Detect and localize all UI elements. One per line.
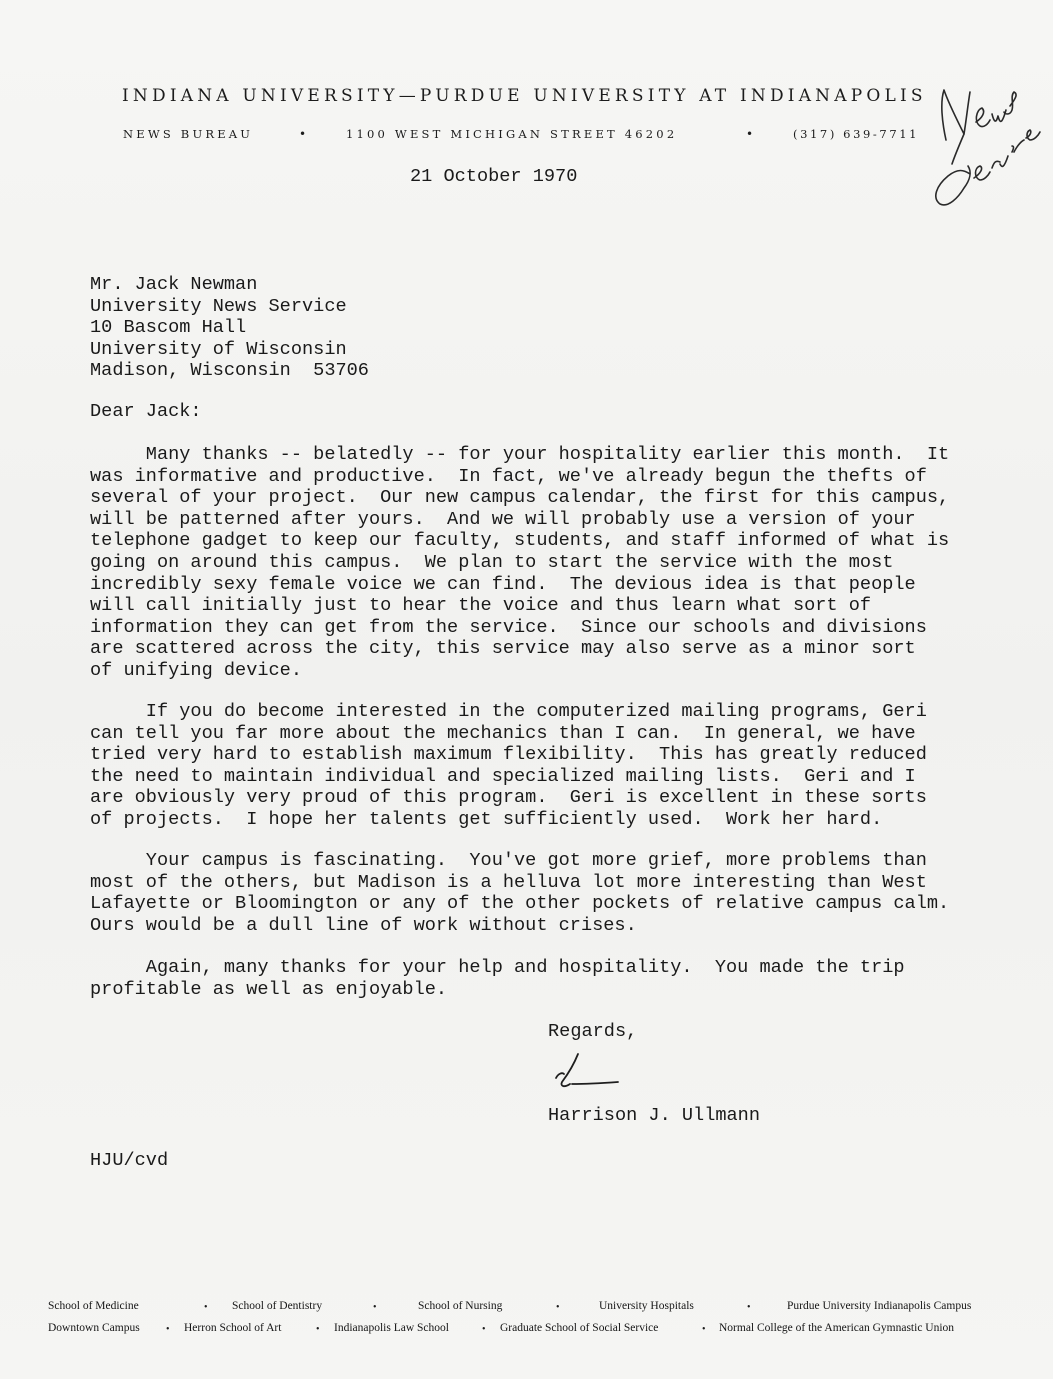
letterhead-address: 1100 WEST MICHIGAN STREET 46202 [346, 127, 678, 141]
signer-name: Harrison J. Ullmann [548, 1105, 761, 1126]
body-line: are obviously very proud of this program. Geri is excellent in these sorts [90, 787, 927, 809]
body-line: can tell you far more about the mechanics than I can. In general, we have [90, 722, 916, 744]
handwritten-signature [548, 1050, 628, 1096]
footer-school: Herron School of Art [184, 1322, 282, 1334]
recipient-line: University News Service [90, 295, 347, 317]
footer-school: School of Nursing [418, 1300, 503, 1312]
separator-dot: • [299, 127, 307, 141]
handwritten-news-service-note [918, 52, 1048, 222]
recipient-address-block [90, 274, 369, 382]
body-line: will call initially just to hear the voice and thus learn what sort of [90, 595, 872, 617]
footer-school: Graduate School of Social Service [500, 1322, 659, 1334]
footer-school: Normal College of the American Gymnastic Union [719, 1322, 955, 1334]
recipient-line: 10 Bascom Hall [90, 317, 247, 339]
body-line: Lafayette or Bloomington or any of the other pockets of relative campus calm. [90, 893, 950, 915]
footer-bullet: • [702, 1324, 706, 1335]
body-line: information they can get from the service. Since our schools and divisions [90, 616, 927, 638]
closing: Regards, [548, 1021, 638, 1042]
body-line: Your campus is fascinating. You've got more grief, more problems than [90, 850, 927, 871]
body-line: tried very hard to establish maximum flexibility. This has greatly reduced [90, 744, 927, 766]
footer-school: Indianapolis Law School [334, 1322, 449, 1334]
body-line: incredibly sexy female voice we can find. The devious idea is that people [90, 573, 916, 595]
recipient-line: Mr. Jack Newman [90, 274, 258, 295]
footer-bullet: • [166, 1324, 170, 1335]
body-line: several of your project. Our new campus calendar, the first for this campus, [90, 487, 950, 509]
letter-date: 21 October 1970 [410, 166, 578, 187]
letterhead-institution: INDIANA UNIVERSITY—PURDUE UNIVERSITY AT INDIANAPOLIS [122, 86, 927, 106]
recipient-line: University of Wisconsin [90, 338, 347, 360]
reference-initials: HJU/cvd [90, 1150, 169, 1171]
body-paragraph-2 [90, 701, 927, 831]
body-line: of unifying device. [90, 659, 303, 681]
body-line: of projects. I hope her talents get sufficiently used. Work her hard. [90, 808, 883, 830]
footer-school: Purdue University Indianapolis Campus [787, 1300, 972, 1312]
footer-school: School of Dentistry [232, 1300, 323, 1312]
body-paragraph-1 [90, 444, 949, 682]
letterhead-office: NEWS BUREAU [123, 127, 254, 141]
footer-bullet: • [204, 1302, 208, 1313]
body-line: most of the others, but Madison is a helluva lot more interesting than West [90, 871, 927, 893]
body-paragraph-3 [90, 850, 949, 936]
body-line: are scattered across the city, this service may also serve as a minor sort [90, 638, 916, 660]
footer-bullet: • [316, 1324, 320, 1335]
footer-bullet: • [556, 1302, 560, 1313]
body-line: Again, many thanks for your help and hospitality. You made the trip [90, 957, 905, 978]
letterhead-phone: (317) 639-7711 [793, 127, 920, 141]
body-paragraph-4 [90, 957, 905, 1000]
body-line: Many thanks -- belatedly -- for your hospitality earlier this month. It [90, 444, 950, 465]
body-line: Ours would be a dull line of work without crises. [90, 914, 637, 936]
footer-school: Downtown Campus [48, 1322, 140, 1334]
body-line: was informative and productive. In fact, we've already begun the thefts of [90, 465, 927, 487]
footer-school: School of Medicine [48, 1300, 139, 1312]
body-line: will be patterned after yours. And we will probably use a version of your [90, 508, 916, 530]
footer-school: University Hospitals [599, 1300, 694, 1312]
separator-dot: • [746, 127, 754, 141]
footer-bullet: • [373, 1302, 377, 1313]
footer-bullet: • [482, 1324, 486, 1335]
body-line: going on around this campus. We plan to start the service with the most [90, 551, 894, 573]
body-line: the need to maintain individual and specialized mailing lists. Geri and I [90, 765, 916, 787]
recipient-line: Madison, Wisconsin 53706 [90, 360, 369, 382]
body-line: telephone gadget to keep our faculty, students, and staff informed of what is [90, 530, 950, 552]
footer-bullet: • [747, 1302, 751, 1313]
body-line: If you do become interested in the computerized mailing programs, Geri [90, 701, 927, 722]
body-line: profitable as well as enjoyable. [90, 978, 448, 1000]
salutation: Dear Jack: [90, 401, 202, 422]
